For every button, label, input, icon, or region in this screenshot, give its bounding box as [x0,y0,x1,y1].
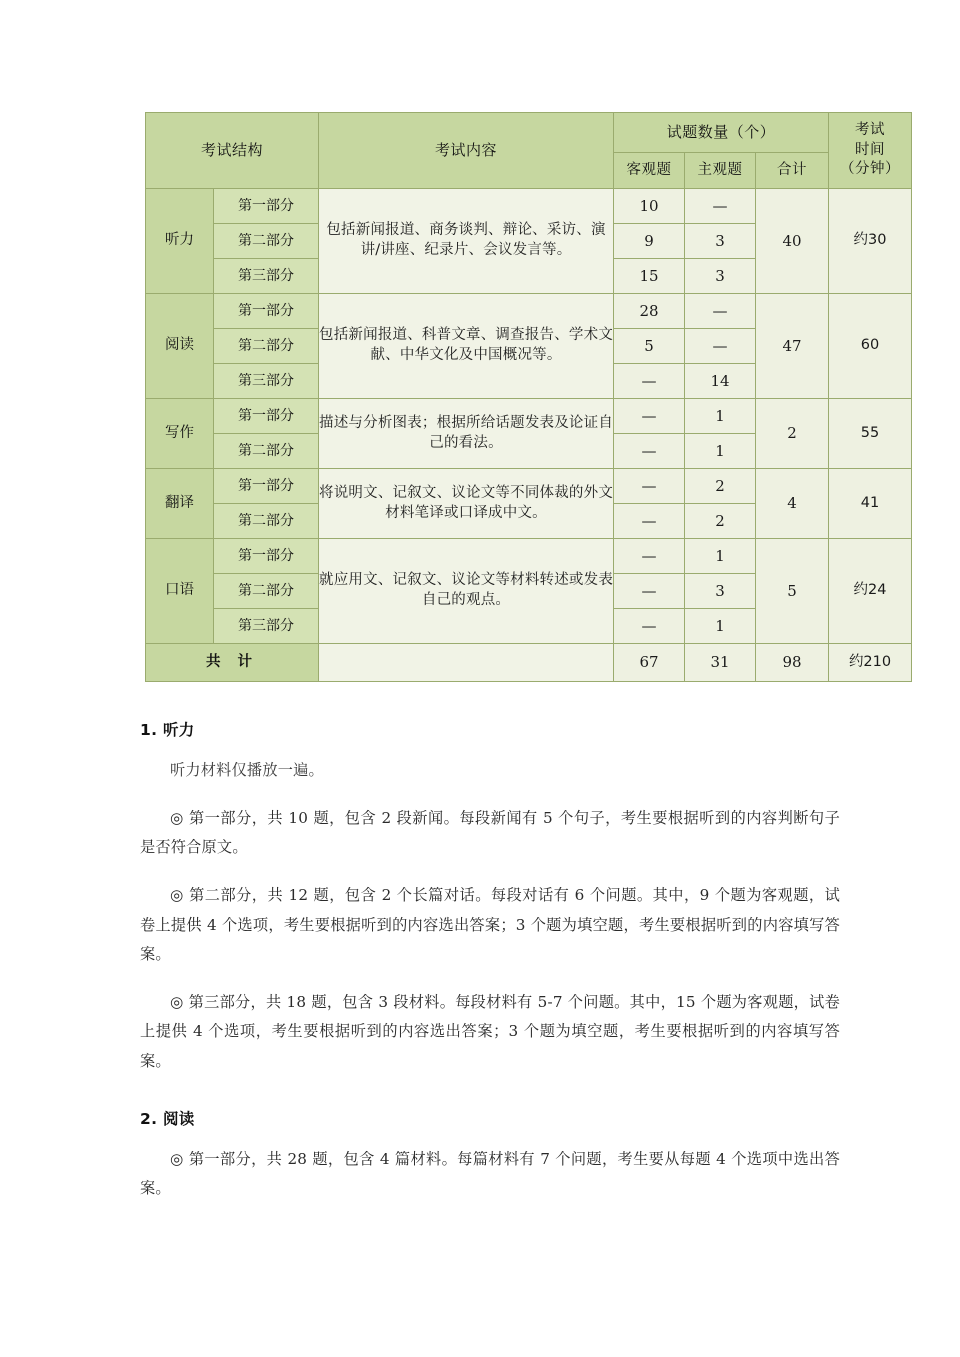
content-writing: 描述与分析图表；根据所给话题发表及论证自己的看法。 [319,399,614,469]
header-total: 合计 [756,153,829,189]
header-exam-time-line3: （分钟） [840,161,901,178]
part-label: 第三部分 [214,364,319,399]
subjective-count: 2 [685,469,756,504]
group-time-speaking: 约24 [829,539,912,644]
header-exam-structure: 考试结构 [146,113,319,189]
total-objective: 67 [614,644,685,682]
part-label: 第二部分 [214,329,319,364]
table-body [146,189,912,682]
part-label: 第三部分 [214,259,319,294]
header-exam-time [829,113,912,189]
category-listening: 听力 [146,189,214,294]
table-header-row-1 [146,113,912,153]
content-speaking: 就应用文、记叙文、议论文等材料转述或发表自己的观点。 [319,539,614,644]
listening-note: 听力材料仅播放一遍。 [170,761,324,779]
header-objective: 客观题 [614,153,685,189]
subjective-count: 1 [685,609,756,644]
total-subjective: 31 [685,644,756,682]
objective-count: — [614,434,685,469]
subjective-count: — [685,329,756,364]
subjective-count: 14 [685,364,756,399]
exam-structure-table-container [145,112,911,682]
subjective-count: 1 [685,539,756,574]
part-label: 第一部分 [214,294,319,329]
objective-count: 9 [614,224,685,259]
objective-count: 5 [614,329,685,364]
total-label: 共 计 [146,644,319,682]
content-listening: 包括新闻报道、商务谈判、辩论、采访、演讲/讲座、纪录片、会议发言等。 [319,189,614,294]
listening-part2-desc: ◎ 第二部分，共 12 题，包含 2 个长篇对话。每段对话有 6 个问题。其中，9 个题为客观题，试卷上提供 4 个选项，考生要根据听到的内容选出答案；3 个题为填空题，考生要根据听到的内容填写答案。 [140,885,840,964]
subjective-count: 1 [685,434,756,469]
section-title-reading: 2. 阅读 [140,1109,195,1128]
subjective-count: 3 [685,224,756,259]
table-total-row [146,644,912,682]
listening-part3-desc: ◎ 第三部分，共 18 题，包含 3 段材料。每段材料有 5-7 个问题。其中，15 个题为客观题，试卷上提供 4 个选项，考生要根据听到的内容选出答案；3 个题为填空题，考生要根据听到的内容填写答案。 [140,992,840,1071]
subjective-count: 2 [685,504,756,539]
header-exam-content: 考试内容 [319,113,614,189]
listening-part1-desc: ◎ 第一部分，共 10 题，包含 2 段新闻。每段新闻有 5 个句子，考生要根据听到的内容判断句子是否符合原文。 [140,808,840,857]
table-row [146,539,912,574]
group-total-writing: 2 [756,399,829,469]
section-title-listening: 1. 听力 [140,721,195,739]
part-label: 第一部分 [214,189,319,224]
group-total-reading: 47 [756,294,829,399]
objective-count: — [614,504,685,539]
category-writing: 写作 [146,399,214,469]
part-label: 第一部分 [214,539,319,574]
content-translation: 将说明文、记叙文、议论文等不同体裁的外文材料笔译或口译成中文。 [319,469,614,539]
objective-count: — [614,399,685,434]
subjective-count: 1 [685,399,756,434]
part-label: 第一部分 [214,469,319,504]
subjective-count: 3 [685,574,756,609]
objective-count: — [614,469,685,504]
objective-count: 15 [614,259,685,294]
subjective-count: 3 [685,259,756,294]
table-head [146,113,912,189]
header-exam-time-line2: 时间 [855,141,886,158]
table-row [146,294,912,329]
objective-count: 28 [614,294,685,329]
table-row [146,189,912,224]
table-row [146,469,912,504]
part-label: 第二部分 [214,224,319,259]
group-total-speaking: 5 [756,539,829,644]
category-reading: 阅读 [146,294,214,399]
exam-structure-table [145,112,912,682]
subjective-count: — [685,189,756,224]
total-time: 约210 [829,644,912,682]
part-label: 第二部分 [214,434,319,469]
objective-count: — [614,574,685,609]
prose-body [140,718,840,1222]
group-total-translation: 4 [756,469,829,539]
content-reading: 包括新闻报道、科普文章、调查报告、学术文献、中华文化及中国概况等。 [319,294,614,399]
subjective-count: — [685,294,756,329]
group-total-listening: 40 [756,189,829,294]
objective-count: — [614,364,685,399]
header-exam-time-line1: 考试 [855,122,886,139]
header-question-count: 试题数量（个） [614,113,829,153]
category-speaking: 口语 [146,539,214,644]
part-label: 第二部分 [214,574,319,609]
part-label: 第二部分 [214,504,319,539]
group-time-writing: 55 [829,399,912,469]
part-label: 第一部分 [214,399,319,434]
total-content-empty [319,644,614,682]
objective-count: — [614,609,685,644]
part-label: 第三部分 [214,609,319,644]
total-sum: 98 [756,644,829,682]
group-time-translation: 41 [829,469,912,539]
objective-count: 10 [614,189,685,224]
table-row [146,399,912,434]
objective-count: — [614,539,685,574]
group-time-listening: 约30 [829,189,912,294]
header-subjective: 主观题 [685,153,756,189]
group-time-reading: 60 [829,294,912,399]
reading-part1-desc: ◎ 第一部分，共 28 题，包含 4 篇材料。每篇材料有 7 个问题，考生要从每题 4 个选项中选出答案。 [140,1149,840,1198]
category-translation: 翻译 [146,469,214,539]
